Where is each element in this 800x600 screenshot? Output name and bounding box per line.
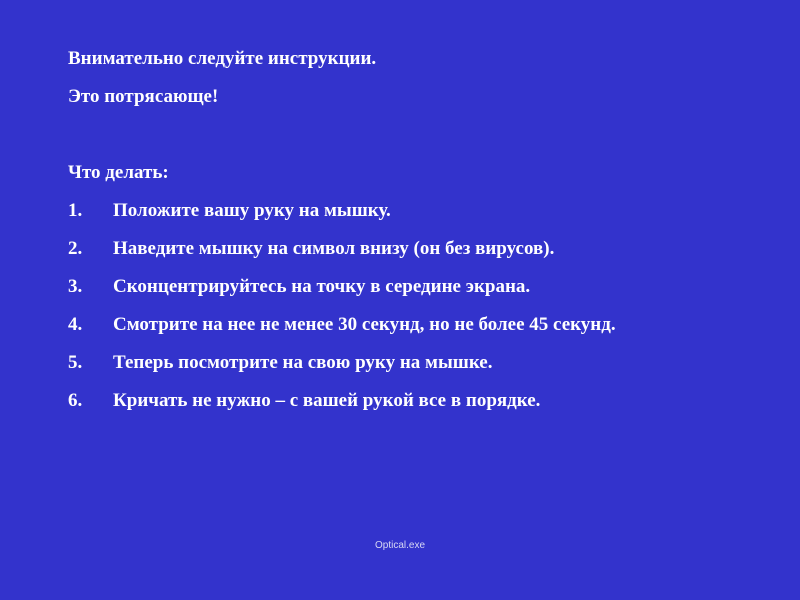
intro-line-2: Это потрясающе! bbox=[68, 86, 219, 107]
optical-exe-link[interactable]: Optical.exe bbox=[374, 540, 426, 551]
step-number: 6. bbox=[68, 390, 83, 411]
step-text: Теперь посмотрите на свою руку на мышке. bbox=[113, 352, 493, 373]
step-number: 1. bbox=[68, 200, 83, 221]
step-number: 3. bbox=[68, 276, 83, 297]
intro-line-1: Внимательно следуйте инструкции. bbox=[68, 48, 377, 69]
step-number: 4. bbox=[68, 314, 83, 335]
step-text: Сконцентрируйтесь на точку в середине экрана. bbox=[113, 276, 531, 297]
step-text: Смотрите на нее не менее 30 секунд, но не более 45 секунд. bbox=[113, 314, 616, 335]
step-number: 5. bbox=[68, 352, 83, 373]
step-number: 2. bbox=[68, 238, 83, 259]
instructions-heading: Что делать: bbox=[68, 162, 169, 183]
step-text: Кричать не нужно – с вашей рукой все в порядке. bbox=[113, 390, 541, 411]
step-text: Положите вашу руку на мышку. bbox=[113, 200, 391, 221]
step-text: Наведите мышку на символ внизу (он без вирусов). bbox=[113, 238, 555, 259]
